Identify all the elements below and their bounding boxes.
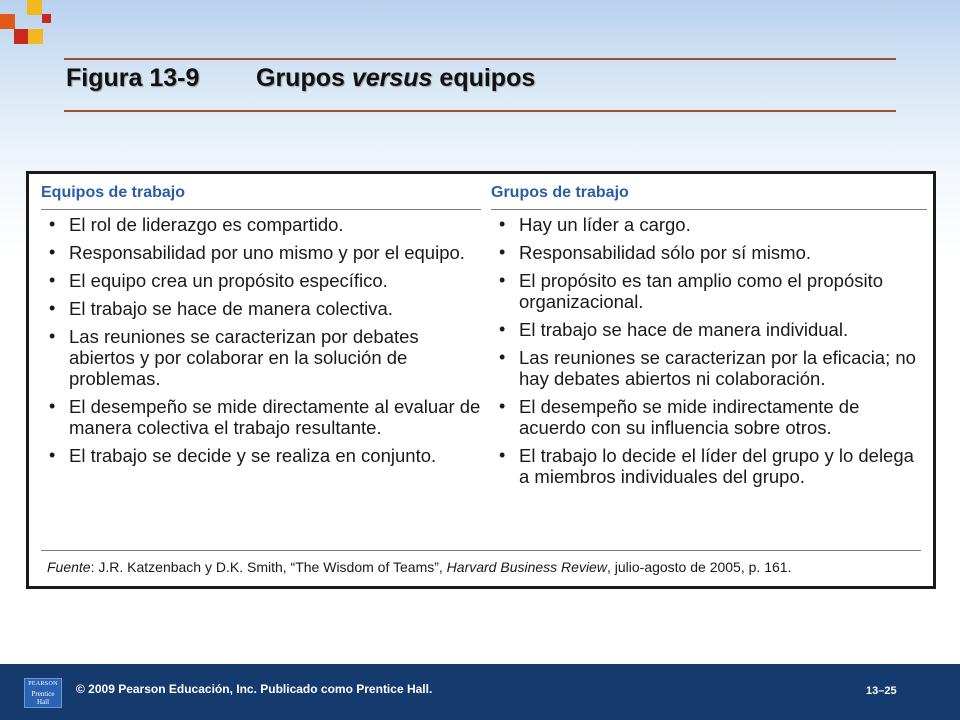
title-part2: equipos: [432, 64, 536, 92]
bullet-icon: •: [49, 298, 56, 318]
list-item-text: El desempeño se mide indirectamente de acuerdo con su influencia sobre otros.: [519, 396, 860, 438]
decor-square-red-2: [42, 14, 51, 23]
list-item: [41, 214, 481, 235]
source-note: [47, 559, 791, 575]
bullet-icon: •: [499, 242, 506, 262]
pearson-logo: [24, 678, 62, 708]
figure-label: Figura 13-9: [66, 64, 200, 92]
bullet-icon: •: [499, 214, 506, 234]
teams-list: [41, 214, 481, 466]
list-item-text: Las reuniones se caracterizan por la eficacia; no hay debates abiertos ni colaboración.: [519, 347, 916, 389]
bullet-icon: •: [49, 242, 56, 262]
decor-square-orange: [0, 14, 15, 29]
bullet-icon: •: [499, 445, 506, 465]
source-label: Fuente: [47, 559, 91, 575]
source-text-1: : J.R. Katzenbach y D.K. Smith, “The Wisdom of Teams”,: [90, 559, 447, 575]
list-item-text: Responsabilidad por uno mismo y por el equipo.: [69, 242, 465, 263]
logo-line2: Prentice Hall: [31, 690, 55, 706]
title-part1: Grupos: [256, 64, 352, 92]
bullet-icon: •: [49, 214, 56, 234]
list-item: [491, 347, 927, 389]
page-number: 13–25: [866, 685, 897, 697]
column-teams: [41, 184, 481, 473]
title-bottom-rule: [64, 110, 896, 112]
list-item: [41, 326, 481, 389]
list-item: [41, 396, 481, 438]
list-item: [491, 242, 927, 263]
groups-list: [491, 214, 927, 487]
list-item-text: El trabajo se decide y se realiza en conjunto.: [69, 445, 437, 466]
column-header-groups: Grupos de trabajo: [491, 184, 927, 210]
list-item: [41, 270, 481, 291]
title-top-rule: [64, 58, 896, 60]
list-item: [491, 319, 927, 340]
list-item-text: Hay un líder a cargo.: [519, 214, 691, 235]
column-groups: [491, 184, 927, 494]
list-item-text: El equipo crea un propósito específico.: [69, 270, 388, 291]
bullet-icon: •: [499, 396, 506, 416]
list-item: [491, 270, 927, 312]
source-divider: [41, 550, 921, 551]
list-item-text: El propósito es tan amplio como el propósito organizacional.: [519, 270, 884, 312]
source-journal: Harvard Business Review: [446, 559, 607, 575]
decor-square-yellow-2: [28, 29, 43, 44]
logo-line1: PEARSON: [28, 681, 58, 687]
copyright-text: © 2009 Pearson Educación, Inc. Publicado como Prentice Hall.: [76, 682, 433, 696]
bullet-icon: •: [49, 326, 56, 346]
bullet-icon: •: [49, 445, 56, 465]
title-emphasis: versus: [351, 64, 433, 92]
decor-square-yellow: [27, 0, 42, 15]
footer-bar: [0, 664, 960, 720]
bullet-icon: •: [499, 347, 506, 367]
decor-square-red: [14, 29, 29, 44]
list-item: [41, 298, 481, 319]
list-item-text: El trabajo se hace de manera individual.: [519, 319, 849, 340]
page-title: [66, 64, 535, 93]
list-item: [41, 242, 481, 263]
bullet-icon: •: [49, 396, 56, 416]
list-item-text: Las reuniones se caracterizan por debates abiertos y por colaborar en la solución de problemas.: [69, 326, 419, 389]
list-item-text: Responsabilidad sólo por sí mismo.: [519, 242, 812, 263]
list-item-text: El rol de liderazgo es compartido.: [69, 214, 344, 235]
list-item-text: El trabajo lo decide el líder del grupo y lo delega a miembros individuales del grupo.: [519, 445, 914, 487]
list-item: [491, 396, 927, 438]
list-item-text: El desempeño se mide directamente al evaluar de manera colectiva el trabajo resultante.: [69, 396, 481, 438]
comparison-table: [26, 171, 936, 589]
list-item: [491, 214, 927, 235]
list-item: [41, 445, 481, 466]
list-item: [491, 445, 927, 487]
bullet-icon: •: [49, 270, 56, 290]
source-text-2: , julio-agosto de 2005, p. 161.: [606, 559, 792, 575]
bullet-icon: •: [499, 319, 506, 339]
column-header-teams: Equipos de trabajo: [41, 184, 481, 210]
bullet-icon: •: [499, 270, 506, 290]
list-item-text: El trabajo se hace de manera colectiva.: [69, 298, 393, 319]
